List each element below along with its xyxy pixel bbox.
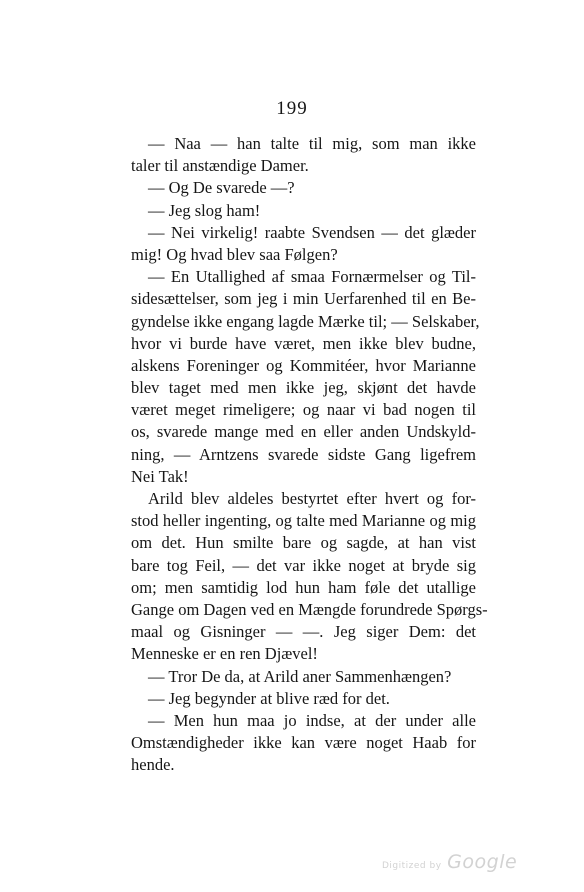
text-line: været meget rimeligere; og naar vi bad nogen til [131, 400, 476, 420]
text-line: — Og De svarede —? [148, 178, 295, 198]
text-line: Omstændigheder ikke kan være noget Haab for [131, 733, 476, 753]
text-line: ning, — Arntzens svarede sidste Gang ligefrem [131, 444, 476, 464]
text-line: — En Utallighed af smaa Fornærmelser og Til- [148, 267, 476, 287]
watermark-prefix: Digitized by [382, 861, 442, 871]
text-line: Gange om Dagen ved en Mængde forundrede Spørgs- [131, 599, 488, 619]
text-line: — Tror De da, at Arild aner Sammenhængen? [148, 666, 452, 686]
text-line: bare tog Feil, — det var ikke noget at bryde sig [131, 555, 476, 575]
watermark-brand: Google [447, 851, 518, 873]
text-line: — Naa — han talte til mig, som man ikke [148, 134, 476, 153]
text-line: — Men hun maa jo indse, at der under alle [148, 710, 476, 730]
text-line: Arild blev aldeles bestyrtet efter hvert og for- [148, 489, 476, 508]
text-line: sidesættelser, som jeg i min Uerfarenhed til en Be- [131, 289, 476, 309]
text-line: taler til anstændige Damer. [131, 156, 309, 176]
text-line: hvor vi burde have været, men ikke blev budne, [131, 333, 476, 353]
text-line: hende. [131, 755, 175, 775]
text-line: alskens Foreninger og Kommitéer, hvor Marianne [131, 355, 476, 375]
text-line: os, svarede mange med en eller anden Undskyld- [131, 422, 476, 442]
text-line: stod heller ingenting, og talte med Marianne og mig [131, 511, 476, 531]
text-line: om det. Hun smilte bare og sagde, at han vist [131, 533, 476, 553]
digitization-watermark [382, 851, 517, 873]
text-line: — Nei virkelig! raabte Svendsen — det glæder [148, 222, 476, 242]
text-line: Nei Tak! [131, 466, 189, 486]
text-line: maal og Gisninger — —. Jeg siger Dem: det [131, 622, 476, 642]
body-text [131, 133, 488, 776]
text-line: gyndelse ikke engang lagde Mærke til; — Selskaber, [131, 311, 480, 331]
page-number: 199 [276, 98, 308, 119]
text-line: Menneske er en ren Djævel! [131, 644, 318, 664]
text-line: — Jeg slog ham! [148, 200, 261, 220]
text-line: blev taget med men ikke jeg, skjønt det havde [131, 378, 476, 398]
text-line: — Jeg begynder at blive ræd for det. [148, 688, 390, 708]
text-line: mig! Og hvad blev saa Følgen? [131, 244, 338, 264]
text-line: om; men samtidig lod hun ham føle det utallige [131, 577, 476, 597]
